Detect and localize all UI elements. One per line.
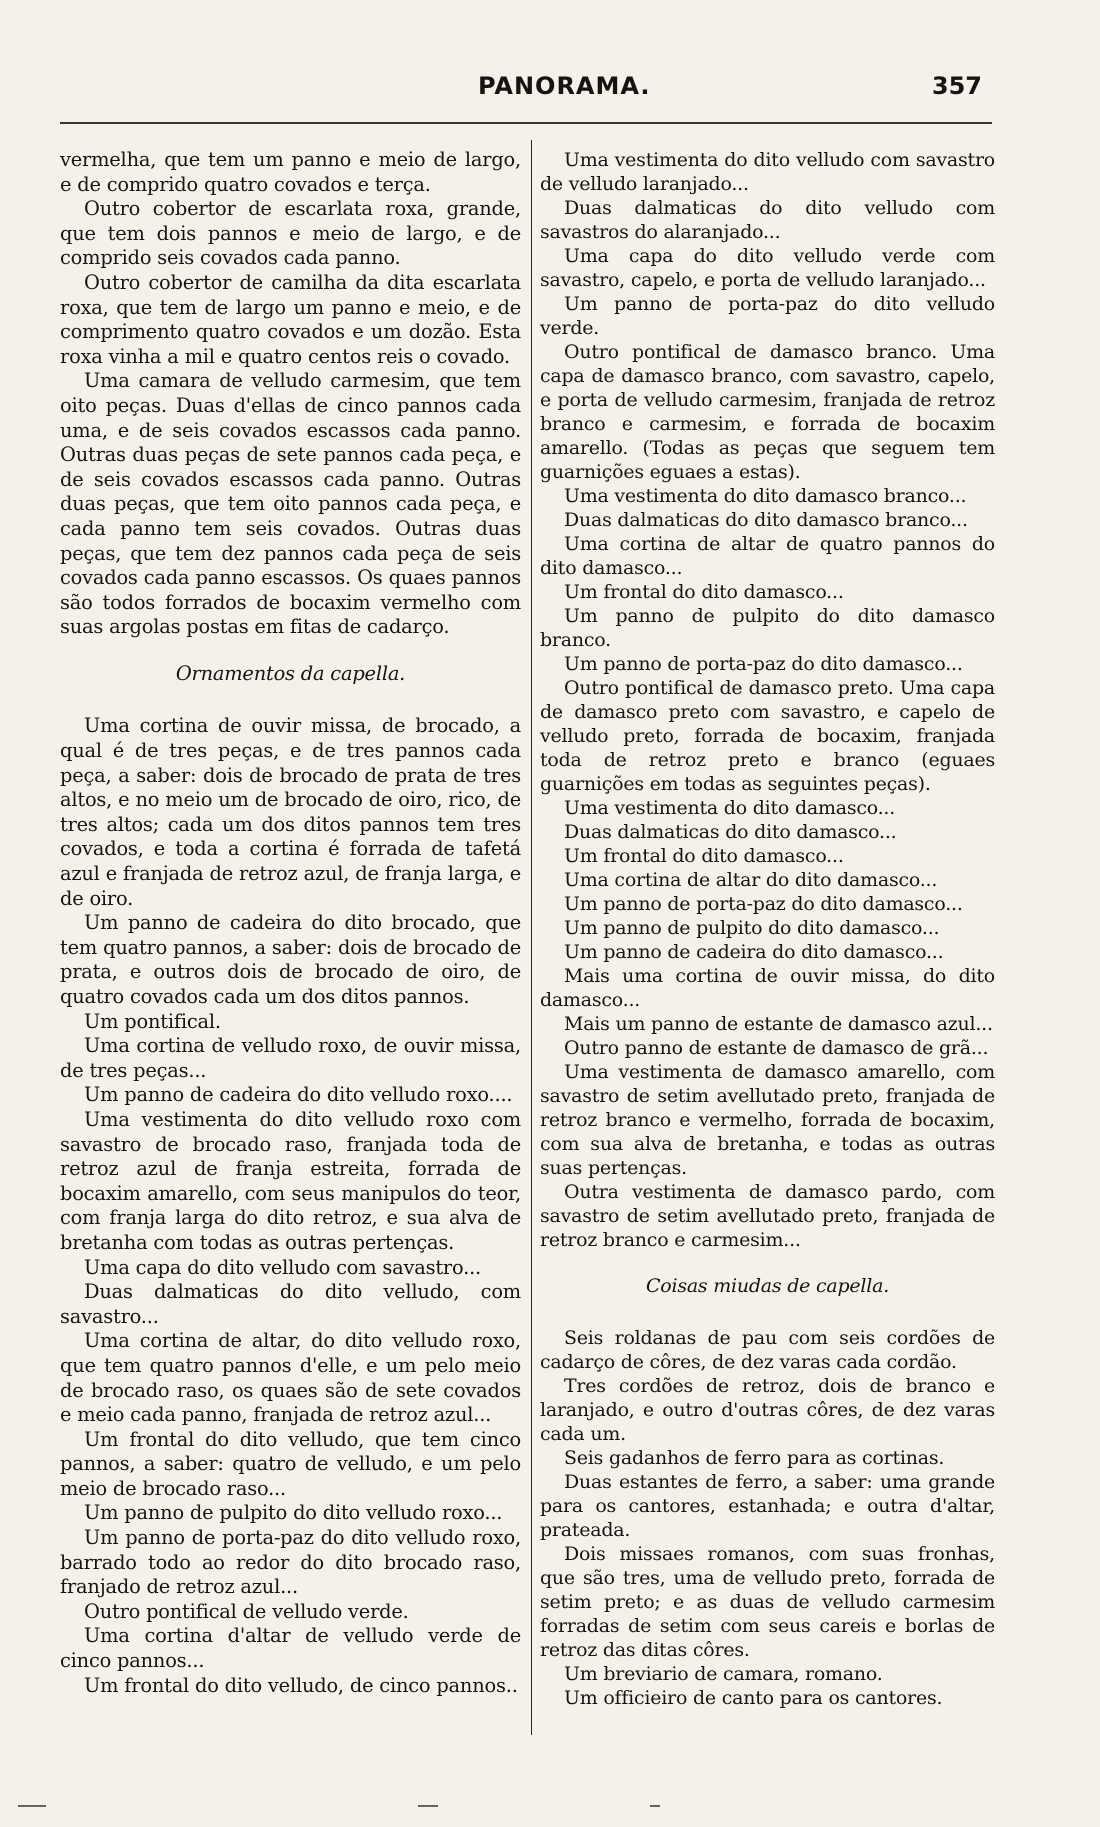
text-paragraph: Um panno de porta-paz do dito velludo roxo, barrado todo ao redor do dito brocado raso, franjado de retroz azul... (60, 1526, 521, 1599)
text-paragraph: vermelha, que tem um panno e meio de largo, e de comprido quatro covados e terça. (60, 148, 521, 196)
text-paragraph: Um pontifical. (84, 1009, 221, 1033)
text-paragraph: Seis gadanhos de ferro para as cortinas. (564, 1447, 945, 1469)
text-paragraph: Uma cortina de ouvir missa, de brocado, a qual é de tres peças, e de tres pannos cada peça, a saber: dois de brocado de prata de tres altos, e no meio um de brocado de oiro, rico, de tres altos; cada um dos ditos pannos tem tres covados, e toda a cortina é forrada de tafetá azul e franjada de retroz azul, de franja larga, e de oiro. (60, 714, 521, 910)
text-paragraph: Um frontal do dito velludo, de cinco pannos.. (84, 1673, 518, 1697)
section-heading: Coisas miudas de capella. (645, 1275, 890, 1297)
text-paragraph: Um panno de porta-paz do dito velludo verde. (540, 293, 995, 339)
left-column (60, 148, 521, 1698)
text-paragraph: Um panno de pulpito do dito velludo roxo... (84, 1501, 503, 1525)
text-paragraph: Um panno de porta-paz do dito damasco... (564, 653, 963, 675)
text-paragraph: Outra vestimenta de damasco pardo, com savastro de setim avellutado preto, franjada de retroz branco e carmesim... (540, 1181, 995, 1251)
text-paragraph: Um panno de cadeira do dito velludo roxo.... (84, 1083, 513, 1107)
footer-specks (0, 1805, 1100, 1817)
text-paragraph: Outro cobertor de camilha da dita escarlata roxa, que tem de largo um panno e meio, e de comprimento quatro covados e um dozão. Esta roxa vinha a mil e quatro centos reis o covado. (60, 270, 521, 368)
text-paragraph: Um frontal do dito velludo, que tem cinco pannos, a saber: quatro de velludo, e um pelo meio de brocado raso... (60, 1427, 521, 1500)
column-divider (531, 140, 532, 1735)
text-paragraph: Um frontal do dito damasco... (564, 581, 844, 603)
ink-speck (650, 1805, 660, 1807)
text-paragraph: Uma cortina de velludo roxo, de ouvir missa, de tres peças... (60, 1034, 521, 1082)
text-paragraph: Um frontal do dito damasco... (564, 845, 844, 867)
text-paragraph: Um panno de cadeira do dito brocado, que tem quatro pannos, a saber: dois de brocado de prata, e outros dois de brocado de oiro, de quatro covados cada um dos ditos pannos. (60, 911, 521, 1008)
text-paragraph: Uma capa do dito velludo verde com savastro, capelo, e porta de velludo laranjado... (540, 245, 995, 291)
text-paragraph: Duas dalmaticas do dito velludo, com savastro... (60, 1280, 521, 1328)
text-paragraph: Mais um panno de estante de damasco azul... (564, 1013, 993, 1035)
text-paragraph: Uma cortina de altar do dito damasco... (564, 869, 938, 891)
text-paragraph: Uma cortina d'altar de velludo verde de cinco pannos... (60, 1624, 521, 1673)
text-paragraph: Um officieiro de canto para os cantores. (564, 1687, 943, 1709)
text-paragraph: Uma camara de velludo carmesim, que tem oito peças. Duas d'ellas de cinco pannos cada uma, e de seis covados escassos cada panno. Outras duas peças de sete pannos cada peça, e de seis covados escassos cada panno. Outras duas peças, que tem oito pannos cada peça, e cada panno tem seis covados. Outras duas peças, que tem dez pannos cada peça de seis covados cada panno escassos. Os quaes pannos são todos forrados de bocaxim vermelho com suas argolas postas em fitas de cadarço. (60, 369, 521, 639)
text-paragraph: Duas estantes de ferro, a saber: uma grande para os cantores, estanhada; e outra d'altar, prateada. (540, 1471, 995, 1541)
text-paragraph: Uma capa do dito velludo com savastro... (84, 1255, 482, 1279)
text-paragraph: Uma vestimenta de damasco amarello, com savastro de setim avellutado preto, franjada de retroz branco e vermelho, forrada de bocaxim, com sua alva de bretanha, e todas as outras suas pertenças. (540, 1061, 995, 1179)
text-paragraph: Um panno de pulpito do dito damasco branco. (540, 605, 995, 651)
header-rule (60, 122, 992, 124)
text-paragraph: Dois missaes romanos, com suas fronhas, que são tres, uma de velludo preto, forrada de setim preto; e as duas de velludo carmesim forradas de setim com seus careis e borlas de retroz das ditas côres. (540, 1543, 995, 1661)
page-number: 357 (931, 72, 982, 100)
text-paragraph: Uma vestimenta do dito velludo roxo com savastro de brocado raso, franjada toda de retroz azul de franja estreita, forrada de bocaxim amarello, com seus manipulos do teor, com franja larga do dito retroz, e sua alva de bretanha com todas as outras pertenças. (60, 1107, 521, 1254)
text-paragraph: Uma cortina de altar, do dito velludo roxo, que tem quatro pannos d'elle, e um pelo meio de brocado raso, os quaes são de sete covados e meio cada panno, franjada de retroz azul... (60, 1329, 521, 1427)
text-paragraph: Um panno de cadeira do dito damasco... (564, 941, 944, 963)
ink-speck (418, 1805, 438, 1807)
running-title: PANORAMA. (478, 72, 651, 100)
text-paragraph: Seis roldanas de pau com seis cordões de cadarço de côres, de dez varas cada cordão. (540, 1327, 995, 1373)
right-column (540, 148, 995, 1710)
text-paragraph: Outro panno de estante de damasco de grã... (564, 1037, 989, 1059)
text-paragraph: Duas dalmaticas do dito damasco... (564, 821, 897, 843)
text-paragraph: Outro cobertor de escarlata roxa, grande, que tem dois pannos e meio de largo, e de comprido seis covados cada panno. (60, 197, 521, 270)
text-paragraph: Uma vestimenta do dito damasco branco... (564, 485, 967, 507)
text-paragraph: Mais uma cortina de ouvir missa, do dito damasco... (540, 965, 995, 1011)
text-paragraph: Uma vestimenta do dito velludo com savastro de velludo laranjado... (540, 149, 995, 195)
text-paragraph: Um panno de pulpito do dito damasco... (564, 917, 940, 939)
text-paragraph: Outro pontifical de damasco preto. Uma capa de damasco preto com savastro, e capelo de velludo preto, forrada de bocaxim, franjada toda de retroz preto e branco (eguaes guarnições em todas as seguintes peças). (540, 677, 995, 795)
ink-speck (18, 1805, 46, 1807)
text-paragraph: Outro pontifical de damasco branco. Uma capa de damasco branco, com savastro, capelo, e porta de velludo carmesim, franjada de retroz branco e carmesim, e forrada de bocaxim amarello. (Todas as peças que seguem tem guarnições eguaes a estas). (540, 341, 995, 483)
text-paragraph: Uma cortina de altar de quatro pannos do dito damasco... (540, 533, 995, 579)
text-paragraph: Um panno de porta-paz do dito damasco... (564, 893, 963, 915)
running-head (0, 72, 1100, 112)
text-paragraph: Duas dalmaticas do dito velludo com savastros do alaranjado... (540, 197, 995, 243)
text-paragraph: Tres cordões de retroz, dois de branco e laranjado, e outro d'outras côres, de dez varas cada um. (540, 1375, 995, 1445)
text-paragraph: Duas dalmaticas do dito damasco branco... (564, 509, 968, 531)
text-paragraph: Um breviario de camara, romano. (564, 1663, 883, 1685)
section-heading: Ornamentos da capella. (175, 661, 406, 685)
text-paragraph: Outro pontifical de velludo verde. (84, 1599, 409, 1623)
text-paragraph: Uma vestimenta do dito damasco... (564, 797, 896, 819)
